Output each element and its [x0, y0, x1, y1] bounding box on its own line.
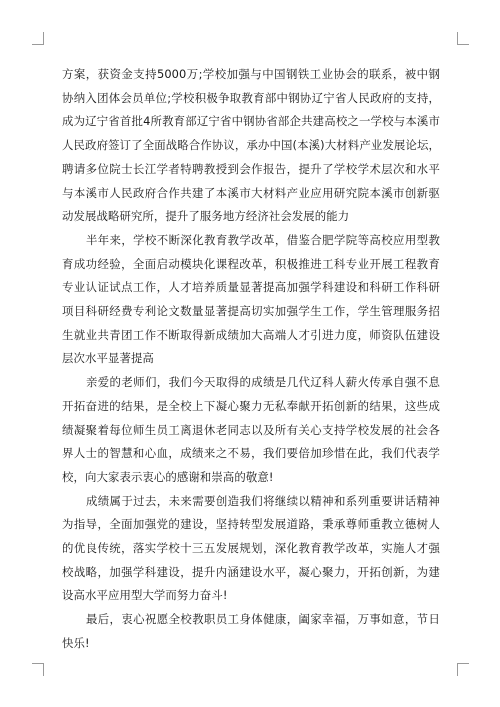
paragraph-closing: 最后，衷心祝愿全校教职员工身体健康，阖家幸福，万事如意，节日快乐! [62, 612, 440, 650]
crop-mark-bottom-right [457, 663, 469, 676]
crop-mark-bottom-left [32, 663, 44, 676]
paragraph-funding: 方案，获资金支持5000万;学校加强与中国钢铁工业协会的联系，被中钢协纳入团体会员单位;学校积极争取教育部中钢协辽宁省人民政府的支持，成为辽宁省首批4所教育部辽宁省中钢协省部企共建高校之一学校与本溪市人民政府签订了全面战略合作协议，承办中国(本溪)大材料产业发展论坛，聘请多位院士长江学者特聘教授到会作报告，提升了学校学术层次和水平与本溪市人民政府合作共建了本溪市大材料产业应用研究院本溪市创新驱动发展战略研究所，提升了服务地方经济社会发展的能力 [62, 67, 440, 224]
paragraph-future: 成绩属于过去，未来需要创造我们将继续以精神和系列重要讲话精神为指导，全面加强党的建设，坚持转型发展道路，秉承尊师重教立德树人的优良传统，落实学校十三五发展规划，深化教育教学改革，实施人才强校战略，加强学科建设，提升内涵建设水平，凝心聚力，开拓创新，为建设高水平应用型大学而努力奋斗! [62, 493, 440, 603]
document-body [62, 63, 440, 656]
paragraph-reform: 半年来，学校不断深化教育教学改革，借鉴合肥学院等高校应用型教育成功经验，全面启动模块化课程改革，积极推进工科专业开展工程教育专业认证试点工作，人才培养质量显著提高加强学科建设和科研工作科研项目科研经费专利论文数量显著提高切实加强学生工作，学生管理服务招生就业共青团工作不断取得新成绩加大高端人才引进力度，师资队伍建设层次水平显著提高 [62, 232, 440, 366]
crop-mark-top-left [32, 32, 44, 45]
paragraph-thanks: 亲爱的老师们，我们今天取得的成绩是几代辽科人薪火传承自强不息开拓奋进的结果，是全校上下凝心聚力无私奉献开拓创新的结果，这些成绩凝聚着每位师生员工离退休老同志以及所有关心支持学校发展的社会各界人士的智慧和心血，成绩来之不易，我们要倍加珍惜在此，我们代表学校，向大家表示衷心的感谢和崇高的敬意! [62, 375, 440, 484]
crop-mark-top-right [457, 32, 469, 45]
